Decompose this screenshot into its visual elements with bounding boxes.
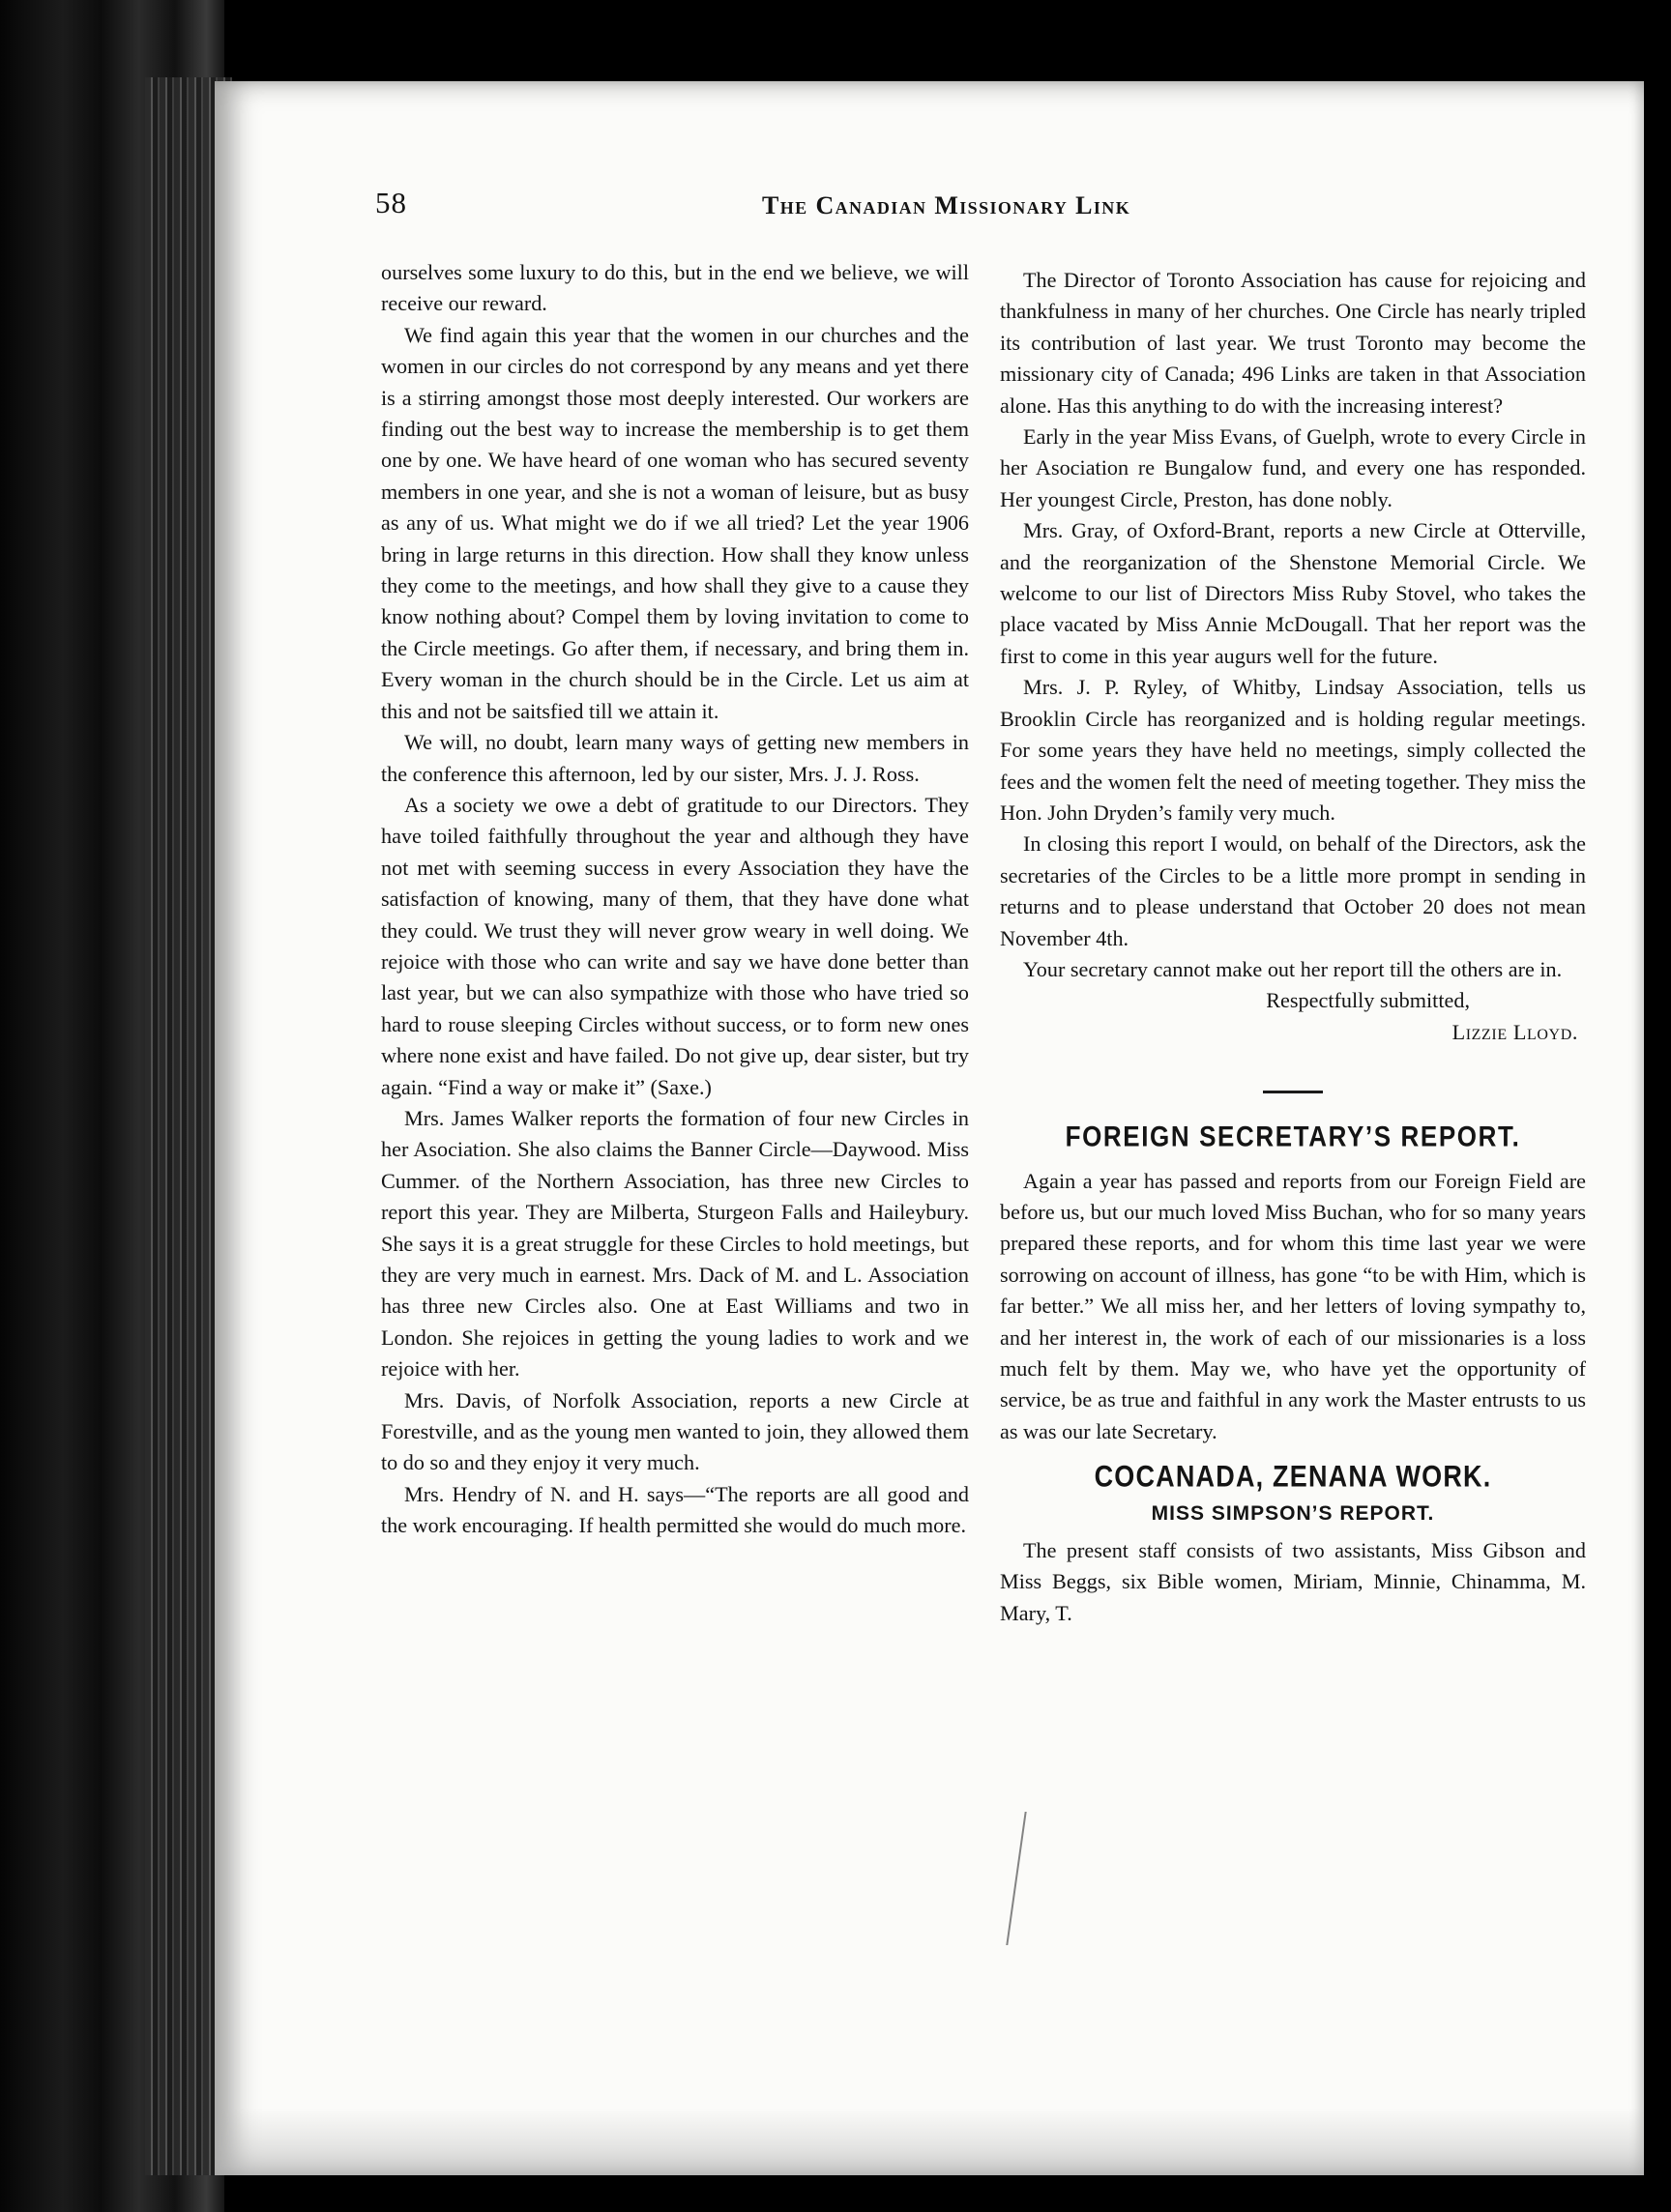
paragraph: Mrs. J. P. Ryley, of Whitby, Lindsay Association, tells us Brooklin Circle has reorganized and is holding regular meetings. For some years they have held no meetings, simply collected the fees and the women felt the need of meeting together. They miss the Hon. John Dryden’s family very much. bbox=[1000, 675, 1586, 825]
paragraph: The Director of Toronto Association has cause for rejoicing and thankfulness in many of her churches. One Circle has nearly tripled its contribution of last year. We trust Toronto may become the missionary city of Canada; 496 Links are taken in that Association alone. Has this anything to do with the increasing interest? bbox=[1000, 268, 1586, 418]
paragraph: We find again this year that the women in our churches and the women in our circles do not correspond by any means and yet there is a stirring amongst those most deeply interested. Our workers are finding out the best way to increase the membership is to get them one by one. We have heard of one woman who has secured seventy members in one year, and she is not a woman of leisure, but as busy as any of us. What might we do if we all tried? Let the year 1906 bring in large returns in this direction. How shall they know unless they come to the meetings, and how shall they give to a cause they know nothing about? Compel them by loving invitation to come to the Circle meetings. Go after them, if necessary, and bring them in. Every woman in the church should be in the Circle. Let us aim at this and not be saitsfied till we attain it. bbox=[381, 322, 969, 723]
page-number: 58 bbox=[375, 186, 407, 219]
left-column bbox=[381, 257, 969, 1542]
paragraph: Mrs. Hendry of N. and H. says—“The reports are all good and the work encouraging. If health permitted she would do much more. bbox=[381, 1481, 969, 1538]
foreign-secretary-heading: FOREIGN SECRETARY’S REPORT. bbox=[1065, 1119, 1521, 1153]
section-divider bbox=[1263, 1091, 1323, 1093]
paragraph: As a society we owe a debt of gratitude to our Directors. They have toiled faithfully throughout the year and although they have not met with seeming success in every Association they have the satisfaction of knowing, many of them, that they have done what they could. We trust they will never grow weary in well doing. We rejoice with those who can write and say we have done better than last year, but we can also sympathize with those who have tried so hard to rouse sleeping Circles without success, or to form new ones where none exist and have failed. Do not give up, dear sister, but try again. “Find a way or make it” (Saxe.) bbox=[381, 792, 969, 1099]
paragraph: Early in the year Miss Evans, of Guelph, wrote to every Circle in her Asociation re Bungalow fund, and every one has responded. Her youngest Circle, Preston, has done nobly. bbox=[1000, 424, 1586, 511]
right-column bbox=[1000, 265, 1586, 1629]
signoff: Respectfully submitted, bbox=[1266, 988, 1470, 1013]
paragraph: Mrs. James Walker reports the formation of four new Circles in her Asociation. She also claims the Banner Circle—Daywood. Miss Cummer. of the Northern Association, has three new Circles to report this year. They are Milberta, Sturgeon Falls and Haileybury. She says it is a great struggle for these Circles to hold meetings, but they are very much in earnest. Mrs. Dack of M. and L. Association has three new Circles also. One at East Williams and two in London. She rejoices in getting the young ladies to work and we rejoice with her. bbox=[381, 1105, 969, 1382]
paragraph: In closing this report I would, on behalf of the Directors, ask the secretaries of the Circles to be a little more prompt in sending in returns and to please understand that October 20 does not mean November 4th. bbox=[1000, 831, 1586, 950]
paragraph: Mrs. Gray, of Oxford-Brant, reports a new Circle at Otterville, and the reorganization of the Shenstone Memorial Circle. We welcome to our list of Directors Miss Ruby Stovel, who takes the place vacated by Miss Annie McDougall. That her report was the first to come in this year augurs well for the future. bbox=[1000, 518, 1586, 668]
paragraph: We will, no doubt, learn many ways of getting new members in the conference this afternoon, led by our sister, Mrs. J. J. Ross. bbox=[381, 730, 969, 786]
running-title: The Canadian Missionary Link bbox=[762, 191, 1131, 219]
page-bottom-shadow bbox=[215, 2108, 1644, 2175]
signature: Lizzie Lloyd. bbox=[1451, 1019, 1578, 1044]
simpson-report-heading: MISS SIMPSON’S REPORT. bbox=[1151, 1501, 1435, 1525]
paragraph: Again a year has passed and reports from our Foreign Field are before us, but our much loved Miss Buchan, who for so many years prepared these reports, and for whom this time last year we were sorrowing on account of illness, has gone “to be with Him, which is far better.” We all miss her, and her letters of loving sympathy to, and her interest in, the work of each of our missionaries is a loss much felt by them. May we, who have yet the opportunity of service, be as true and faithful in any work the Master entrusts to us as was our late Secretary. bbox=[1000, 1168, 1586, 1443]
paragraph: The present staff consists of two assistants, Miss Gibson and Miss Beggs, six Bible women, Miriam, Minnie, Chinamma, M. Mary, T. bbox=[1000, 1538, 1586, 1625]
paragraph: Mrs. Davis, of Norfolk Association, reports a new Circle at Forestville, and as the young men wanted to join, they allowed them to do so and they enjoy it very much. bbox=[381, 1387, 969, 1475]
paragraph: ourselves some luxury to do this, but in the end we believe, we will receive our reward. bbox=[381, 260, 969, 316]
cocanada-heading: COCANADA, ZENANA WORK. bbox=[1094, 1459, 1492, 1494]
paragraph: Your secretary cannot make out her report till the others are in. bbox=[1023, 956, 1563, 981]
page-header bbox=[375, 186, 1215, 234]
